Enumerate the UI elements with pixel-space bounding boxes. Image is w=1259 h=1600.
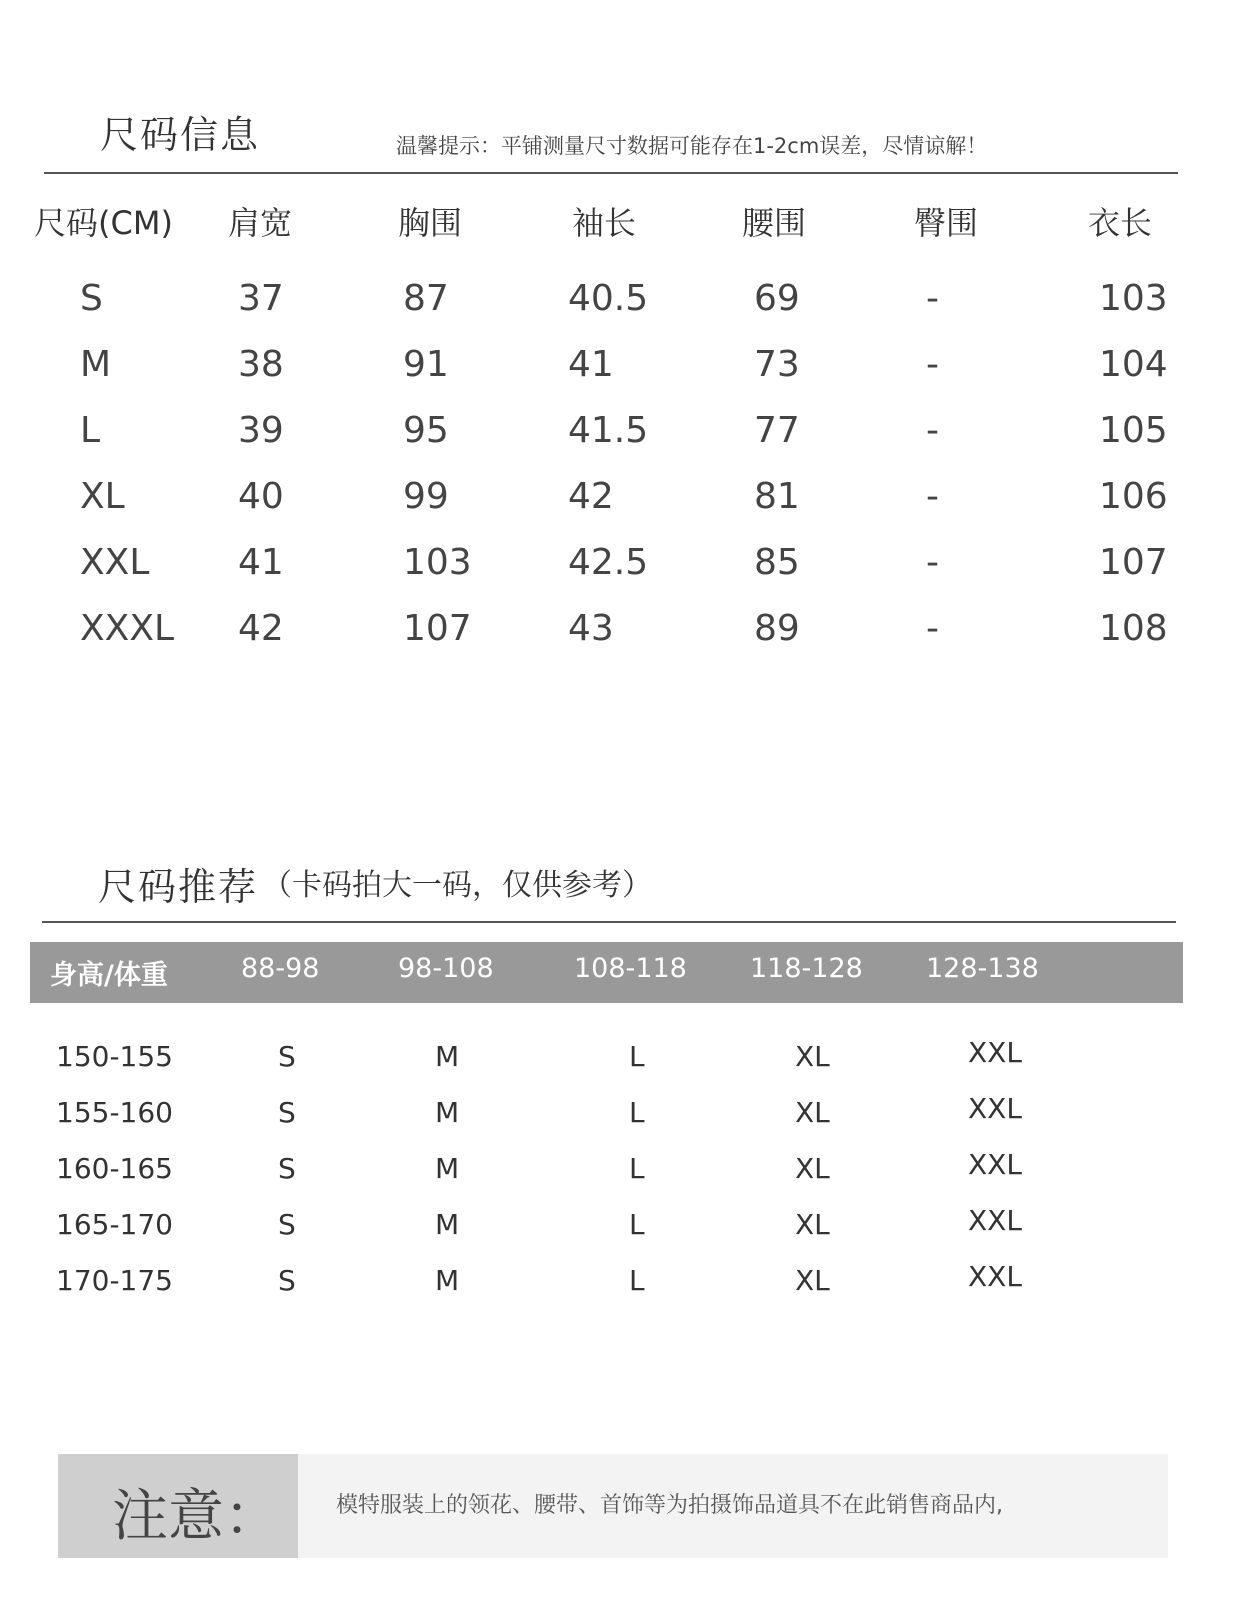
header-size: 尺码(CM) (34, 204, 173, 242)
size-info-cell: XXXL (80, 608, 175, 649)
recommended-size-cell: L (629, 1040, 645, 1073)
size-info-cell: XXL (80, 542, 150, 583)
size-info-cell: 85 (754, 542, 800, 583)
recommended-size-cell: M (435, 1264, 460, 1297)
height-range-cell: 160-165 (56, 1152, 173, 1185)
header-length: 衣长 (1088, 204, 1153, 242)
size-info-cell: 73 (754, 344, 800, 385)
recommended-size-cell: XL (795, 1152, 830, 1185)
notice-label: 注意： (112, 1484, 280, 1549)
size-info-cell: 107 (403, 608, 472, 649)
recommended-size-cell: XL (795, 1208, 830, 1241)
size-info-cell: 42.5 (568, 542, 649, 583)
size-info-cell: 37 (238, 278, 284, 319)
size-info-cell: - (926, 344, 939, 385)
recommended-size-cell: L (629, 1096, 645, 1129)
recommended-size-cell: S (278, 1040, 296, 1073)
recommended-size-cell: XL (795, 1040, 830, 1073)
recommended-size-cell: M (435, 1096, 460, 1129)
recommended-size-cell: M (435, 1208, 460, 1241)
recommended-size-cell: S (278, 1208, 296, 1241)
size-info-cell: - (926, 542, 939, 583)
size-info-cell: S (80, 278, 103, 319)
size-recommend-title: 尺码推荐 (98, 865, 259, 909)
size-info-cell: 108 (1099, 608, 1168, 649)
recommended-size-cell: XL (795, 1096, 830, 1129)
recommended-size-cell: M (435, 1040, 460, 1073)
header-weight-108-118: 108-118 (574, 953, 687, 984)
notice-text: 模特服装上的领花、腰带、首饰等为拍摄饰品道具不在此销售商品内, (336, 1493, 1003, 1518)
size-info-cell: 43 (568, 608, 614, 649)
size-info-cell: XL (80, 476, 125, 517)
header-weight-88-98: 88-98 (241, 953, 320, 984)
size-info-cell: 69 (754, 278, 800, 319)
size-info-cell: 38 (238, 344, 284, 385)
size-info-divider (44, 172, 1178, 174)
header-height-weight: 身高/体重 (50, 960, 168, 991)
size-info-cell: - (926, 476, 939, 517)
size-info-cell: 39 (238, 410, 284, 451)
size-info-cell: 104 (1099, 344, 1168, 385)
recommended-size-cell: XXL (968, 1036, 1022, 1069)
size-info-cell: 99 (403, 476, 449, 517)
size-info-cell: 107 (1099, 542, 1168, 583)
size-recommend-note: （卡码拍大一码，仅供参考） (262, 868, 652, 903)
header-sleeve: 袖长 (572, 204, 637, 242)
height-range-cell: 165-170 (56, 1208, 173, 1241)
size-info-cell: 40.5 (568, 278, 649, 319)
recommended-size-cell: L (629, 1208, 645, 1241)
recommended-size-cell: S (278, 1096, 296, 1129)
recommended-size-cell: XXL (968, 1204, 1022, 1237)
header-weight-128-138: 128-138 (926, 953, 1039, 984)
size-info-cell: 42 (568, 476, 614, 517)
size-info-cell: 81 (754, 476, 800, 517)
size-info-cell: 77 (754, 410, 800, 451)
height-range-cell: 155-160 (56, 1096, 173, 1129)
recommended-size-cell: S (278, 1152, 296, 1185)
recommended-size-cell: M (435, 1152, 460, 1185)
header-weight-118-128: 118-128 (750, 953, 863, 984)
header-weight-98-108: 98-108 (398, 953, 494, 984)
recommended-size-cell: L (629, 1264, 645, 1297)
size-info-cell: 40 (238, 476, 284, 517)
header-waist: 腰围 (742, 204, 807, 242)
size-info-cell: 41.5 (568, 410, 649, 451)
header-hip: 臀围 (914, 204, 979, 242)
recommended-size-cell: XL (795, 1264, 830, 1297)
size-info-cell: - (926, 278, 939, 319)
size-info-cell: 87 (403, 278, 449, 319)
recommended-size-cell: L (629, 1152, 645, 1185)
size-info-cell: 41 (568, 344, 614, 385)
size-info-cell: 103 (1099, 278, 1168, 319)
size-info-cell: - (926, 410, 939, 451)
header-shoulder: 肩宽 (228, 204, 293, 242)
measurement-tip: 温馨提示：平铺测量尺寸数据可能存在1-2cm误差，尽情谅解！ (396, 134, 988, 158)
recommended-size-cell: XXL (968, 1092, 1022, 1125)
recommended-size-cell: XXL (968, 1260, 1022, 1293)
size-info-cell: 89 (754, 608, 800, 649)
size-info-cell: 95 (403, 410, 449, 451)
recommended-size-cell: S (278, 1264, 296, 1297)
size-info-cell: 91 (403, 344, 449, 385)
height-range-cell: 170-175 (56, 1264, 173, 1297)
recommended-size-cell: XXL (968, 1148, 1022, 1181)
size-info-cell: M (80, 344, 112, 385)
header-chest: 胸围 (398, 204, 463, 242)
height-range-cell: 150-155 (56, 1040, 173, 1073)
size-info-cell: 105 (1099, 410, 1168, 451)
size-info-cell: 42 (238, 608, 284, 649)
size-recommend-divider (42, 921, 1176, 923)
size-info-cell: L (80, 410, 101, 451)
size-info-cell: 106 (1099, 476, 1168, 517)
size-info-title: 尺码信息 (100, 113, 261, 157)
size-info-cell: 41 (238, 542, 284, 583)
size-info-cell: 103 (403, 542, 472, 583)
size-info-cell: - (926, 608, 939, 649)
